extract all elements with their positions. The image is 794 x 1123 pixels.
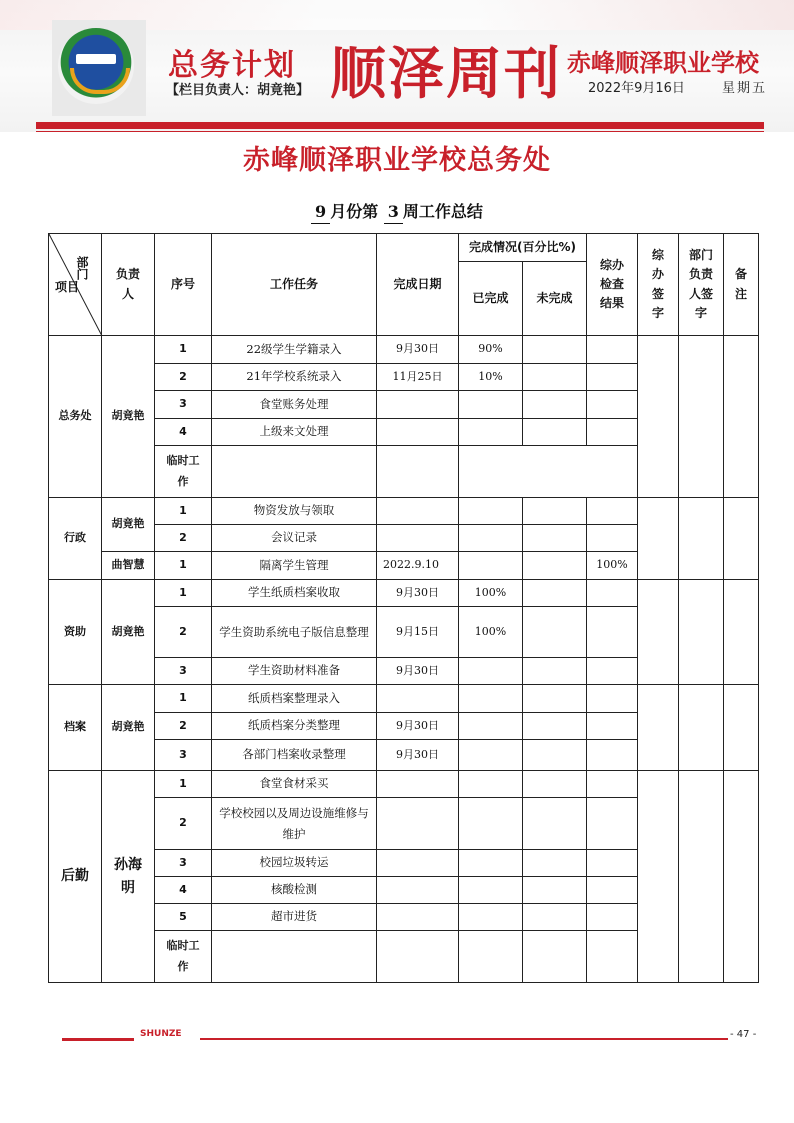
school-logo-icon <box>52 20 146 116</box>
issue-weekday: 星期五 <box>722 81 768 96</box>
header-dept-item <box>49 234 102 336</box>
check-cell <box>587 336 638 364</box>
done-cell <box>459 877 523 904</box>
table-row <box>49 336 759 364</box>
task-cell: 会议记录 <box>212 525 377 552</box>
undone-cell <box>523 658 587 685</box>
header-owner: 负责人 <box>102 234 155 336</box>
dept-sign-cell <box>679 771 724 983</box>
seq-cell: 3 <box>155 740 212 771</box>
undone-cell <box>523 391 587 419</box>
column-title: 总务计划 <box>168 48 296 83</box>
dept-sign-cell <box>679 336 724 498</box>
check-cell: 100% <box>587 552 638 580</box>
table-row <box>49 685 759 713</box>
check-cell <box>587 771 638 798</box>
seq-cell: 临时工作 <box>155 446 212 498</box>
undone-cell <box>523 607 587 658</box>
date-cell: 9月30日 <box>377 580 459 607</box>
done-cell <box>459 552 523 580</box>
header-divider-thin <box>36 131 764 132</box>
note-cell <box>724 498 759 580</box>
check-cell <box>587 850 638 877</box>
task-cell: 22级学生学籍录入 <box>212 336 377 364</box>
owner-cell: 曲智慧 <box>102 552 155 580</box>
done-cell <box>459 931 523 983</box>
task-cell: 核酸检测 <box>212 877 377 904</box>
owner-cell: 胡竟艳 <box>102 336 155 498</box>
header-office-check: 综办检查结果 <box>587 234 638 336</box>
seq-cell: 2 <box>155 798 212 850</box>
dept-sign-cell <box>679 685 724 771</box>
undone-cell <box>523 685 587 713</box>
seq-cell: 1 <box>155 685 212 713</box>
school-name: 赤峰顺泽职业学校 <box>567 49 759 77</box>
date-cell: 9月15日 <box>377 607 459 658</box>
date-cell: 11月25日 <box>377 364 459 391</box>
date-cell: 9月30日 <box>377 740 459 771</box>
dept-cell: 行政 <box>49 498 102 580</box>
seq-cell: 4 <box>155 419 212 446</box>
date-cell <box>377 498 459 525</box>
footer-rule-left <box>62 1038 134 1041</box>
check-cell <box>587 798 638 850</box>
note-cell <box>724 336 759 498</box>
date-cell: 2022.9.10 <box>377 552 459 580</box>
footer-rule-right <box>200 1038 728 1040</box>
check-cell <box>587 364 638 391</box>
header-done: 已完成 <box>459 262 523 336</box>
task-cell: 食堂食材采买 <box>212 771 377 798</box>
header-item: 项目 <box>55 280 80 294</box>
seq-cell: 1 <box>155 336 212 364</box>
seq-cell: 2 <box>155 713 212 740</box>
undone-cell <box>523 364 587 391</box>
task-cell <box>212 931 377 983</box>
header-dept-sign: 部门负责人签字 <box>679 234 724 336</box>
header-banner <box>0 0 794 132</box>
date-cell <box>377 446 459 498</box>
undone-cell <box>523 904 587 931</box>
date-cell <box>377 877 459 904</box>
undone-cell <box>523 877 587 904</box>
task-cell <box>212 446 377 498</box>
seq-cell: 1 <box>155 771 212 798</box>
undone-cell <box>523 850 587 877</box>
date-cell: 9月30日 <box>377 658 459 685</box>
month-number: 9 <box>311 202 330 224</box>
seq-cell: 2 <box>155 364 212 391</box>
header-note: 备注 <box>724 234 759 336</box>
task-cell: 学生资助材料准备 <box>212 658 377 685</box>
task-cell: 隔离学生管理 <box>212 552 377 580</box>
undone-cell <box>523 580 587 607</box>
date-cell <box>377 771 459 798</box>
check-cell <box>587 391 638 419</box>
check-cell <box>587 904 638 931</box>
date-cell <box>377 904 459 931</box>
undone-cell <box>523 498 587 525</box>
date-cell <box>377 798 459 850</box>
dept-cell: 资助 <box>49 580 102 685</box>
owner-cell: 胡竟艳 <box>102 685 155 771</box>
owner-cell: 胡竟艳 <box>102 498 155 552</box>
footer-brand: SHUNZE <box>140 1029 182 1039</box>
dept-cell: 后勤 <box>49 771 102 983</box>
task-cell: 学生纸质档案收取 <box>212 580 377 607</box>
check-cell <box>587 525 638 552</box>
table-row <box>49 771 759 798</box>
undone-cell <box>523 798 587 850</box>
header-date: 完成日期 <box>377 234 459 336</box>
document-title: 赤峰顺泽职业学校总务处 <box>243 145 551 176</box>
office-sign-cell <box>638 685 679 771</box>
office-sign-cell <box>638 498 679 580</box>
date-cell <box>377 685 459 713</box>
header-progress: 完成情况(百分比%) <box>459 234 587 262</box>
seq-cell: 临时工作 <box>155 931 212 983</box>
seq-cell: 3 <box>155 658 212 685</box>
done-cell <box>459 498 523 525</box>
task-cell: 各部门档案收录整理 <box>212 740 377 771</box>
done-cell: 90% <box>459 336 523 364</box>
office-sign-cell <box>638 336 679 498</box>
date-cell <box>377 850 459 877</box>
header-task: 工作任务 <box>212 234 377 336</box>
header-office-sign: 综办签字 <box>638 234 679 336</box>
done-cell <box>459 850 523 877</box>
owner-cell: 胡竟艳 <box>102 580 155 685</box>
task-cell: 纸质档案分类整理 <box>212 713 377 740</box>
check-cell <box>587 607 638 658</box>
undone-cell <box>523 771 587 798</box>
done-cell <box>459 391 523 419</box>
seq-cell: 2 <box>155 525 212 552</box>
check-cell <box>587 713 638 740</box>
undone-cell <box>523 419 587 446</box>
done-cell: 10% <box>459 364 523 391</box>
table-row <box>49 498 759 525</box>
task-cell: 物资发放与领取 <box>212 498 377 525</box>
seq-cell: 4 <box>155 877 212 904</box>
check-cell <box>587 419 638 446</box>
seq-cell: 3 <box>155 850 212 877</box>
dept-sign-cell <box>679 498 724 580</box>
week-summary-title <box>0 199 794 222</box>
issue-date: 2022年9月16日 <box>588 81 685 96</box>
seq-cell: 2 <box>155 607 212 658</box>
month-suffix: 月份第 <box>330 202 379 221</box>
done-cell <box>459 525 523 552</box>
undone-cell <box>523 931 587 983</box>
task-cell: 纸质档案整理录入 <box>212 685 377 713</box>
date-cell <box>377 419 459 446</box>
seq-cell: 5 <box>155 904 212 931</box>
done-cell: 100% <box>459 607 523 658</box>
dept-cell: 档案 <box>49 685 102 771</box>
task-cell: 学校校园以及周边设施维修与维护 <box>212 798 377 850</box>
header-dept: 部门 <box>75 256 89 280</box>
check-cell <box>587 877 638 904</box>
done-cell <box>459 798 523 850</box>
result-cell <box>459 446 638 498</box>
office-sign-cell <box>638 580 679 685</box>
done-cell <box>459 685 523 713</box>
done-cell <box>459 904 523 931</box>
task-cell: 超市进货 <box>212 904 377 931</box>
seq-cell: 3 <box>155 391 212 419</box>
task-cell: 学生资助系统电子版信息整理 <box>212 607 377 658</box>
page-number: - 47 - <box>730 1029 757 1040</box>
task-cell: 食堂账务处理 <box>212 391 377 419</box>
done-cell <box>459 419 523 446</box>
seq-cell: 1 <box>155 498 212 525</box>
done-cell <box>459 713 523 740</box>
date-cell <box>377 931 459 983</box>
work-summary-table <box>48 233 759 983</box>
check-cell <box>587 740 638 771</box>
done-cell: 100% <box>459 580 523 607</box>
owner-cell: 孙海明 <box>102 771 155 983</box>
check-cell <box>587 580 638 607</box>
date-cell: 9月30日 <box>377 713 459 740</box>
seq-cell: 1 <box>155 552 212 580</box>
done-cell <box>459 740 523 771</box>
magazine-title: 顺泽周刊 <box>330 41 562 107</box>
column-editor: 【栏目负责人：胡竟艳】 <box>166 83 310 98</box>
seq-cell: 1 <box>155 580 212 607</box>
date-cell <box>377 391 459 419</box>
office-sign-cell <box>638 771 679 983</box>
check-cell <box>587 658 638 685</box>
note-cell <box>724 685 759 771</box>
week-number: 3 <box>384 202 403 224</box>
header-seq: 序号 <box>155 234 212 336</box>
undone-cell <box>523 336 587 364</box>
table-row <box>49 580 759 607</box>
date-cell: 9月30日 <box>377 336 459 364</box>
done-cell <box>459 771 523 798</box>
undone-cell <box>523 552 587 580</box>
header-undone: 未完成 <box>523 262 587 336</box>
check-cell <box>587 685 638 713</box>
undone-cell <box>523 713 587 740</box>
check-cell <box>587 931 638 983</box>
dept-cell: 总务处 <box>49 336 102 498</box>
dept-sign-cell <box>679 580 724 685</box>
check-cell <box>587 498 638 525</box>
task-cell: 校园垃圾转运 <box>212 850 377 877</box>
week-suffix: 周工作总结 <box>402 202 483 221</box>
undone-cell <box>523 525 587 552</box>
task-cell: 21年学校系统录入 <box>212 364 377 391</box>
undone-cell <box>523 740 587 771</box>
date-cell <box>377 525 459 552</box>
note-cell <box>724 580 759 685</box>
note-cell <box>724 771 759 983</box>
task-cell: 上级来文处理 <box>212 419 377 446</box>
done-cell <box>459 658 523 685</box>
header-divider <box>36 122 764 129</box>
